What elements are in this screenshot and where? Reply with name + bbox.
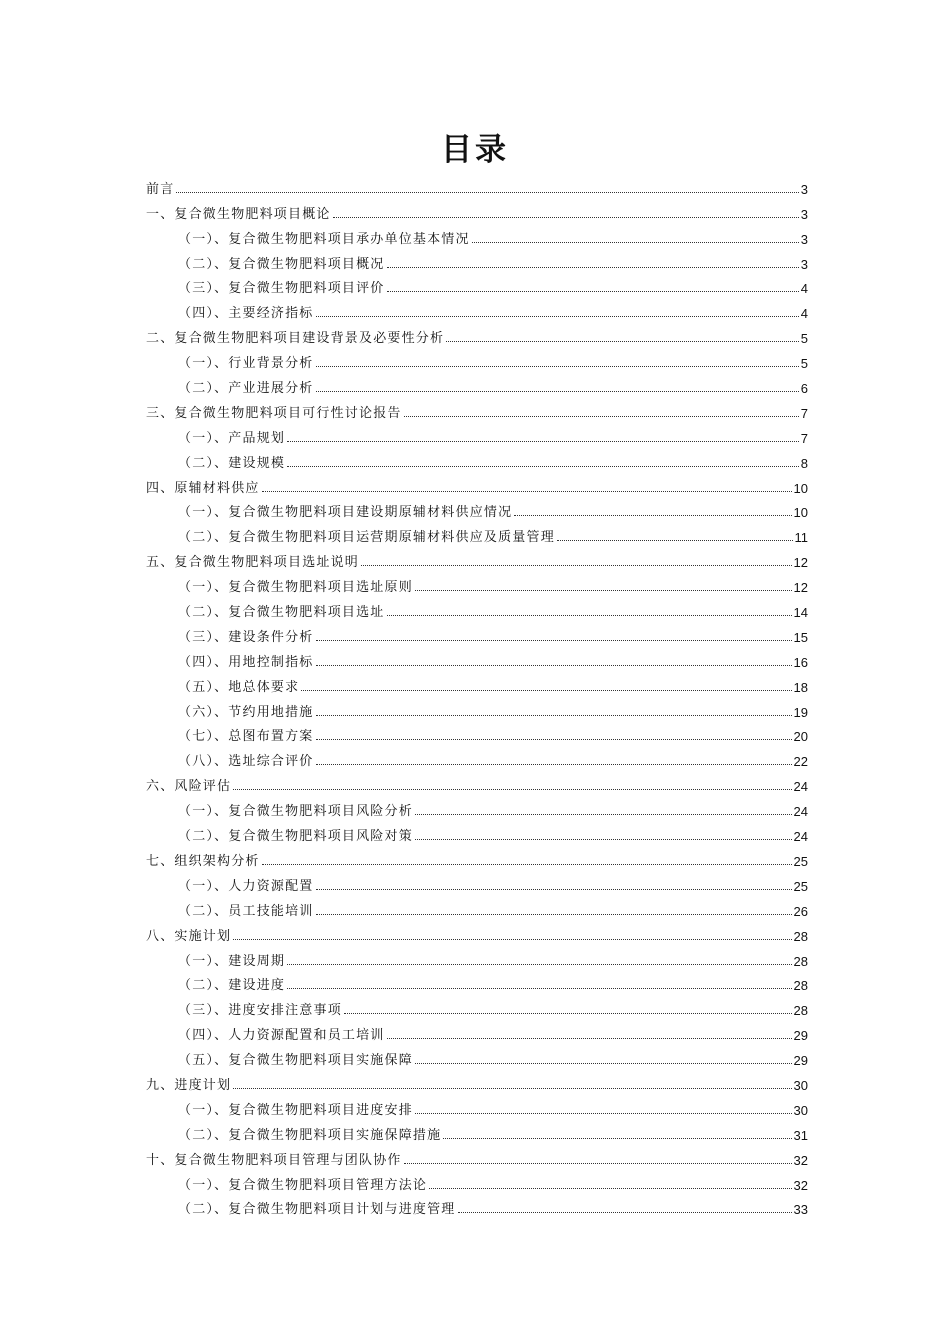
toc-subsection-entry[interactable] [146,499,808,524]
toc-page-number: 31 [793,1127,808,1143]
toc-page-number: 12 [793,580,808,596]
toc-section-entry[interactable] [146,1146,808,1171]
toc-page-number: 28 [793,1003,808,1019]
toc-dot-leader [316,739,792,740]
toc-entry-label: （四）、主要经济指标 [178,306,314,322]
toc-section-entry[interactable] [146,1071,808,1096]
toc-entry-label: 九、进度计划 [146,1077,232,1093]
toc-dot-leader [415,1113,792,1114]
toc-dot-leader [287,964,791,965]
toc-dot-leader [316,640,792,641]
toc-subsection-entry[interactable] [146,1021,808,1046]
toc-entry-label: （四）、人力资源配置和员工培训 [178,1028,385,1044]
toc-dot-leader [387,267,799,268]
toc-dot-leader [316,914,792,915]
toc-page-number: 25 [793,853,808,869]
toc-page-number: 32 [793,1152,808,1168]
toc-subsection-entry[interactable] [146,698,808,723]
toc-subsection-entry[interactable] [146,424,808,449]
toc-dot-leader [404,1163,792,1164]
toc-subsection-entry[interactable] [146,623,808,648]
toc-subsection-entry[interactable] [146,947,808,972]
toc-entry-label: 八、实施计划 [146,928,232,944]
toc-dot-leader [316,665,792,666]
toc-page-number: 28 [793,978,808,994]
toc-entry-label: （二）、建设规模 [178,455,286,471]
toc-dot-leader [316,316,799,317]
toc-page-number: 30 [793,1077,808,1093]
toc-entry-label: （一）、复合微生物肥料项目风险分析 [178,804,413,820]
toc-entry-label: （八）、选址综合评价 [178,754,314,770]
toc-dot-leader [404,416,799,417]
toc-page-number: 16 [793,654,808,670]
toc-page-number: 14 [793,605,808,621]
toc-section-entry[interactable] [146,399,808,424]
toc-page-number: 15 [793,629,808,645]
toc-dot-leader [233,1088,791,1089]
page-title: 目录 [441,132,509,168]
toc-page-number: 3 [800,206,808,222]
toc-dot-leader [387,615,792,616]
toc-section-entry[interactable] [146,324,808,349]
toc-page-number: 7 [800,430,808,446]
toc-page-number: 29 [793,1028,808,1044]
toc-dot-leader [557,540,793,541]
toc-entry-label: （四）、用地控制指标 [178,654,314,670]
toc-subsection-entry[interactable] [146,872,808,897]
toc-dot-leader [429,1188,791,1189]
toc-dot-leader [262,864,792,865]
toc-page-number: 10 [793,505,808,521]
toc-entry-label: 五、复合微生物肥料项目选址说明 [146,555,360,571]
toc-dot-leader [233,939,791,940]
toc-entry-label: （二）、复合微生物肥料项目选址 [178,605,385,621]
toc-entry-label: （一）、产品规划 [178,430,286,446]
toc-entry-label: 三、复合微生物肥料项目可行性讨论报告 [146,405,402,421]
toc-entry-label: （三）、建设条件分析 [178,629,314,645]
toc-section-entry[interactable] [146,922,808,947]
toc-dot-leader [333,217,799,218]
toc-dot-leader [287,441,799,442]
toc-page-number: 25 [793,878,808,894]
toc-dot-leader [361,565,792,566]
toc-entry-label: （六）、节约用地措施 [178,704,314,720]
toc-subsection-entry[interactable] [146,822,808,847]
toc-entry-label: （一）、复合微生物肥料项目进度安排 [178,1102,413,1118]
toc-subsection-entry[interactable] [146,972,808,997]
toc-entry-label: 二、复合微生物肥料项目建设背景及必要性分析 [146,331,445,347]
toc-subsection-entry[interactable] [146,374,808,399]
toc-page-number: 11 [794,530,808,546]
toc-page-number: 28 [793,953,808,969]
toc-subsection-entry[interactable] [146,648,808,673]
toc-dot-leader [387,1038,792,1039]
toc-entry-label: 六、风险评估 [146,779,232,795]
toc-page-number: 28 [793,928,808,944]
toc-subsection-entry[interactable] [146,1096,808,1121]
toc-page-number: 3 [800,231,808,247]
toc-entry-label: （三）、复合微生物肥料项目评价 [178,281,385,297]
toc-entry-label: （二）、产业进展分析 [178,381,314,397]
toc-entry-label: （二）、复合微生物肥料项目实施保障措施 [178,1127,442,1143]
toc-entry-label: （一）、复合微生物肥料项目建设期原辅材料供应情况 [178,505,513,521]
toc-dot-leader [415,814,792,815]
toc-dot-leader [443,1138,791,1139]
toc-dot-leader [344,1013,792,1014]
toc-page-number: 24 [793,804,808,820]
toc-entry-label: （二）、复合微生物肥料项目风险对策 [178,829,413,845]
toc-page-number: 22 [793,754,808,770]
toc-page-number: 26 [793,903,808,919]
toc-subsection-entry[interactable] [146,523,808,548]
toc-dot-leader [176,192,798,193]
toc-dot-leader [415,1063,792,1064]
toc-dot-leader [287,466,799,467]
toc-subsection-entry[interactable] [146,996,808,1021]
toc-dot-leader [301,690,791,691]
toc-page-number: 29 [793,1053,808,1069]
toc-entry-label: 一、复合微生物肥料项目概论 [146,206,331,222]
toc-page-number: 12 [793,555,808,571]
toc-dot-leader [262,491,792,492]
toc-subsection-entry[interactable] [146,598,808,623]
toc-page-number: 30 [793,1102,808,1118]
toc-page-number: 4 [800,306,808,322]
toc-entry-label: （一）、复合微生物肥料项目承办单位基本情况 [178,231,470,247]
toc-entry-label: （二）、建设进度 [178,978,286,994]
toc-entry-label: （二）、复合微生物肥料项目计划与进度管理 [178,1202,456,1218]
toc-section-entry[interactable] [146,200,808,225]
toc-entry-label: 七、组织架构分析 [146,853,260,869]
toc-dot-leader [316,391,799,392]
toc-entry-label: 十、复合微生物肥料项目管理与团队协作 [146,1152,402,1168]
toc-dot-leader [233,789,791,790]
toc-entry-label: 四、原辅材料供应 [146,480,260,496]
toc-subsection-entry[interactable] [146,275,808,300]
toc-page-number: 7 [800,405,808,421]
toc-dot-leader [287,988,791,989]
toc-page-number: 3 [800,181,808,197]
toc-dot-leader [387,291,799,292]
toc-subsection-entry[interactable] [146,747,808,772]
toc-entry-label: （七）、总图布置方案 [178,729,314,745]
toc-subsection-entry[interactable] [146,673,808,698]
toc-section-entry[interactable] [146,175,808,200]
toc-entry-label: （一）、人力资源配置 [178,878,314,894]
toc-entry-label: （三）、进度安排注意事项 [178,1003,342,1019]
toc-page-number: 19 [793,704,808,720]
toc-entry-label: （一）、行业背景分析 [178,356,314,372]
toc-page-number: 24 [793,779,808,795]
toc-page-number: 20 [793,729,808,745]
toc-section-entry[interactable] [146,548,808,573]
toc-subsection-entry[interactable] [146,299,808,324]
toc-page-number: 18 [793,679,808,695]
toc-subsection-entry[interactable] [146,225,808,250]
toc-page-number: 32 [793,1177,808,1193]
toc-page-number: 5 [800,331,808,347]
toc-subsection-entry[interactable] [146,449,808,474]
toc-entry-label: （五）、复合微生物肥料项目实施保障 [178,1053,413,1069]
toc-dot-leader [415,590,792,591]
toc-subsection-entry[interactable] [146,250,808,275]
toc-page-number: 8 [800,455,808,471]
toc-page-number: 33 [793,1202,808,1218]
toc-page-number: 5 [800,356,808,372]
toc-subsection-entry[interactable] [146,723,808,748]
toc-dot-leader [472,242,799,243]
toc-dot-leader [458,1212,792,1213]
toc-subsection-entry[interactable] [146,797,808,822]
toc-subsection-entry[interactable] [146,897,808,922]
toc-subsection-entry[interactable] [146,349,808,374]
toc-entry-label: （五）、地总体要求 [178,679,300,695]
toc-entry-label: （二）、复合微生物肥料项目概况 [178,256,385,272]
table-of-contents [146,175,808,1220]
toc-dot-leader [316,764,792,765]
toc-entry-label: 前言 [146,181,175,197]
toc-dot-leader [316,715,792,716]
toc-subsection-entry[interactable] [146,573,808,598]
toc-page-number: 6 [800,381,808,397]
toc-subsection-entry[interactable] [146,1196,808,1221]
toc-entry-label: （二）、员工技能培训 [178,903,314,919]
toc-subsection-entry[interactable] [146,1171,808,1196]
toc-section-entry[interactable] [146,772,808,797]
toc-subsection-entry[interactable] [146,1121,808,1146]
toc-dot-leader [514,515,791,516]
toc-entry-label: （一）、复合微生物肥料项目管理方法论 [178,1177,428,1193]
toc-dot-leader [415,839,792,840]
toc-entry-label: （二）、复合微生物肥料项目运营期原辅材料供应及质量管理 [178,530,555,546]
toc-subsection-entry[interactable] [146,1046,808,1071]
toc-dot-leader [446,341,799,342]
toc-page-number: 24 [793,829,808,845]
toc-section-entry[interactable] [146,847,808,872]
toc-page-number: 4 [800,281,808,297]
toc-entry-label: （一）、建设周期 [178,953,286,969]
toc-section-entry[interactable] [146,474,808,499]
toc-page-number: 10 [793,480,808,496]
toc-dot-leader [316,889,792,890]
toc-entry-label: （一）、复合微生物肥料项目选址原则 [178,580,413,596]
toc-page-number: 3 [800,256,808,272]
toc-dot-leader [316,366,799,367]
